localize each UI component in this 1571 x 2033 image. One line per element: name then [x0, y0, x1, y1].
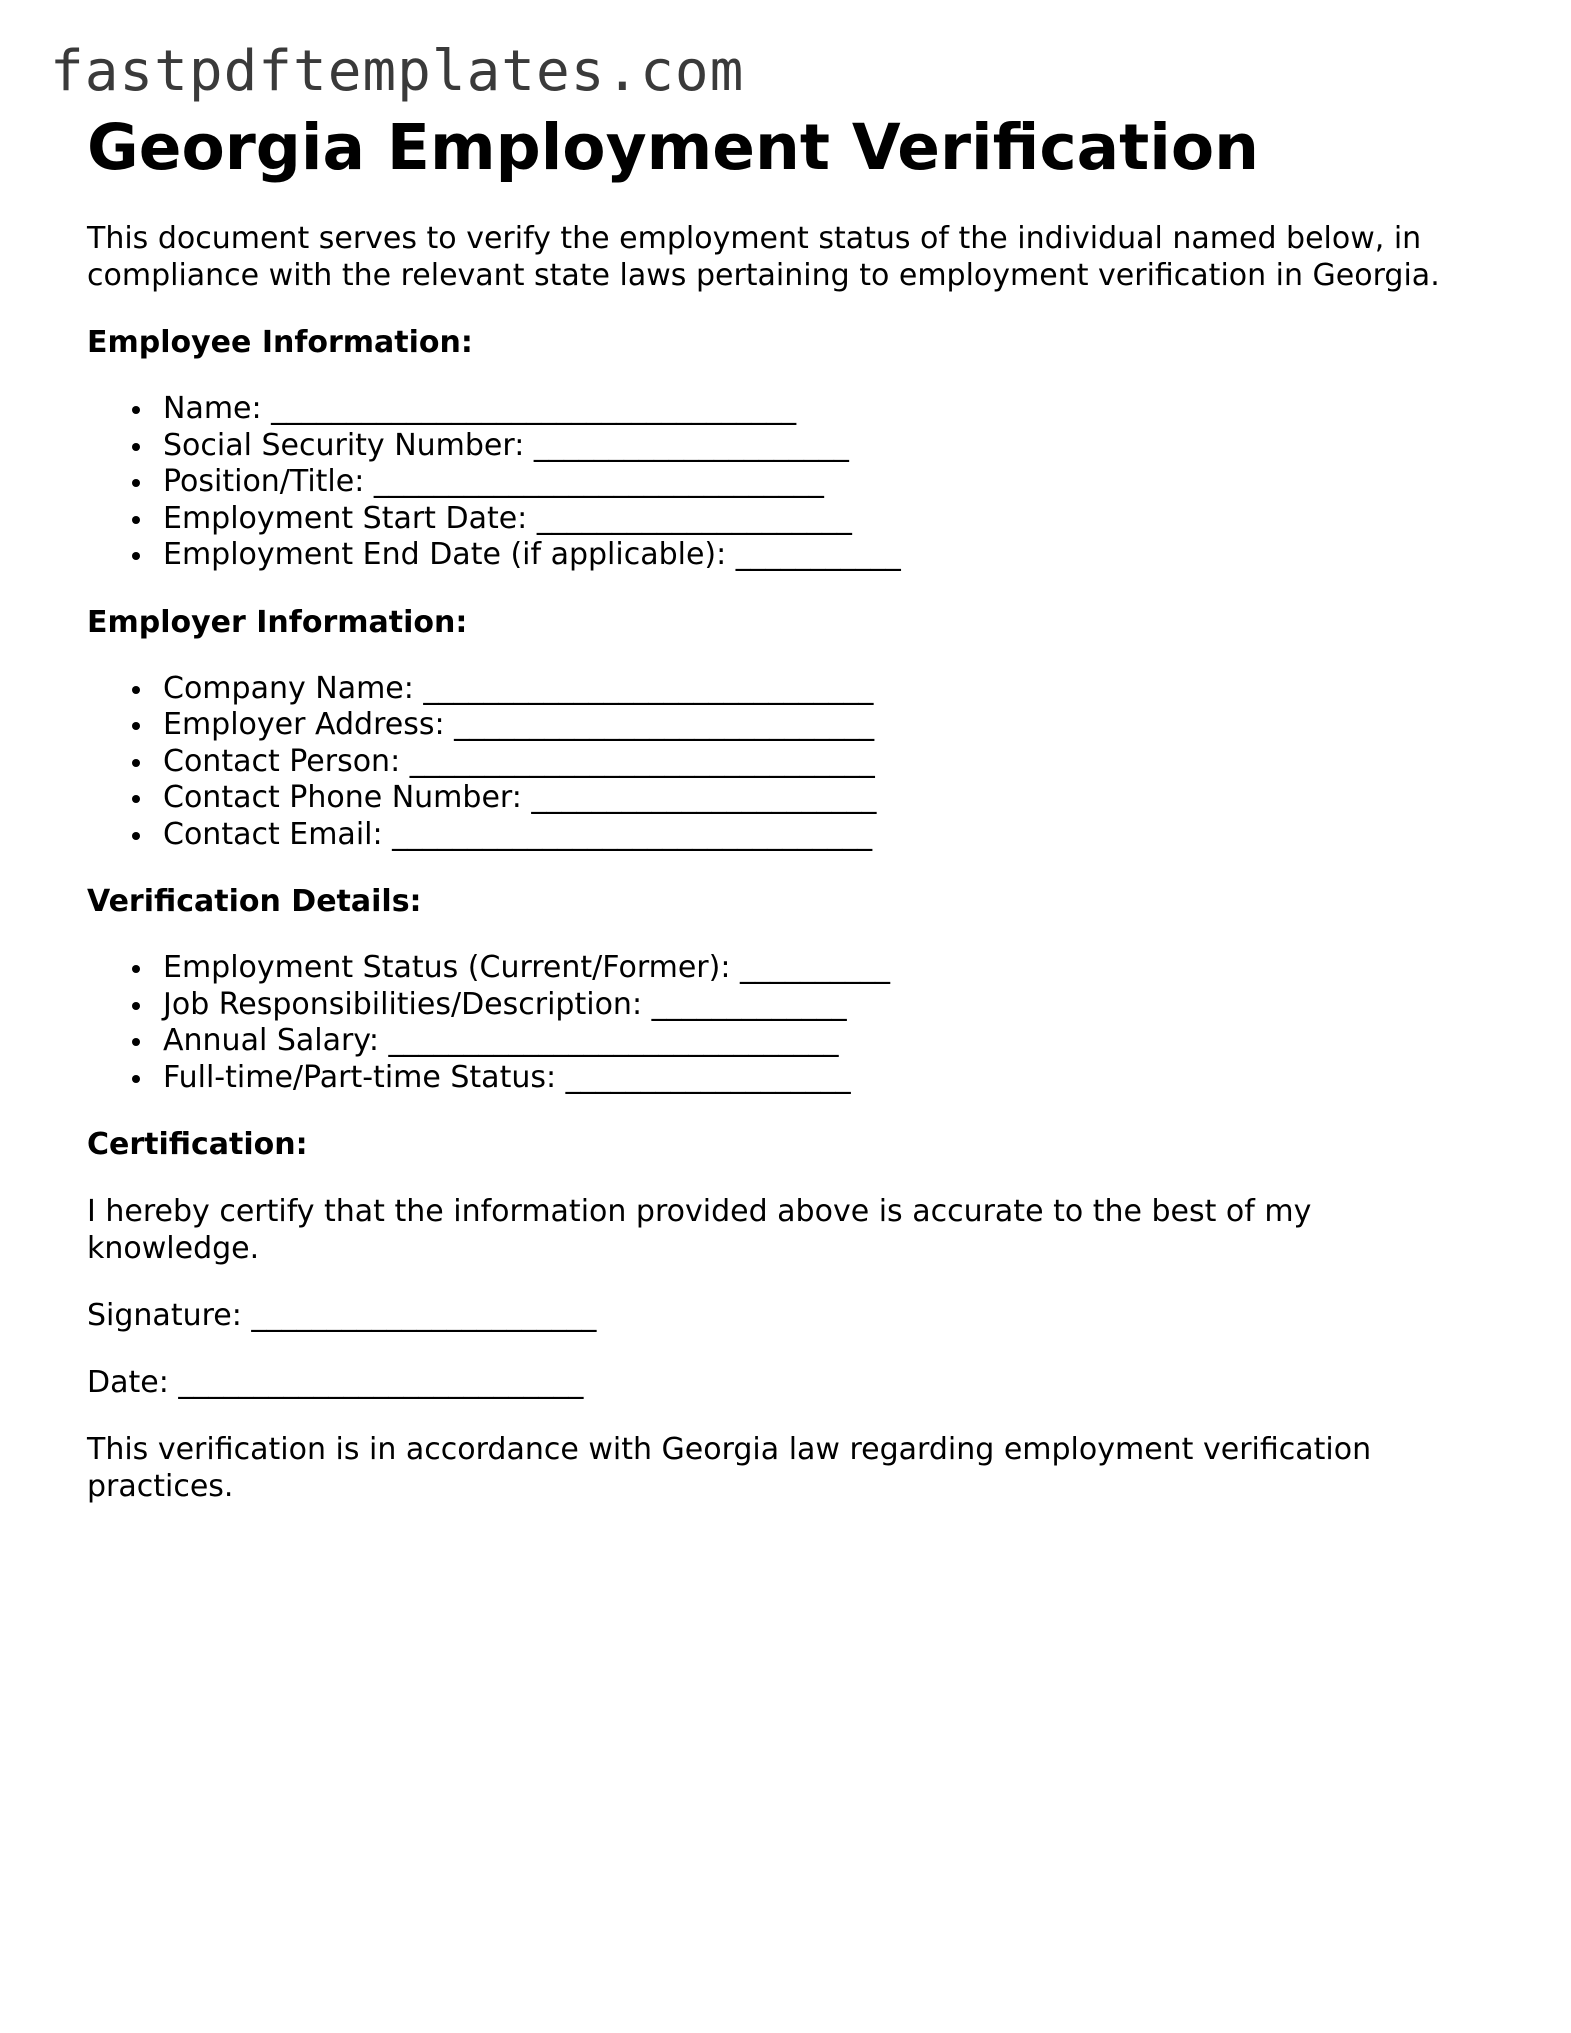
footer-note: This verification is in accordance with Georgia law regarding employment verification practices.	[87, 1432, 1372, 1504]
date-field: Date: ___________________________	[87, 1365, 584, 1400]
contact-email-field: Contact Email: ________________________________	[163, 817, 1487, 854]
employment-start-date-field: Employment Start Date: _____________________	[163, 501, 1487, 538]
verification-details-list	[87, 950, 1487, 1096]
document-page	[87, 108, 1487, 1505]
company-name-field: Company Name: ______________________________	[163, 671, 1487, 708]
intro-paragraph: This document serves to verify the employment status of the individual named below, in compliance with the relevant state laws pertaining to employment verification in Georgia.	[87, 221, 1440, 293]
employee-information-list	[87, 391, 1487, 574]
social-security-number-field: Social Security Number: _____________________	[163, 428, 1487, 465]
site-watermark: fastpdftemplates.com	[50, 39, 745, 104]
employment-status-field: Employment Status (Current/Former): __________	[163, 950, 1487, 987]
employment-type-field: Full-time/Part-time Status: ___________________	[163, 1060, 1487, 1097]
annual-salary-field: Annual Salary: ______________________________	[163, 1023, 1487, 1060]
employee-information-heading: Employee Information:	[87, 325, 473, 360]
contact-phone-number-field: Contact Phone Number: _______________________	[163, 780, 1487, 817]
employment-end-date-field: Employment End Date (if applicable): ___________	[163, 537, 1487, 574]
signature-field: Signature: _______________________	[87, 1298, 597, 1333]
contact-person-field: Contact Person: _______________________________	[163, 744, 1487, 781]
employer-information-heading: Employer Information:	[87, 604, 468, 640]
certification-statement: I hereby certify that the information provided above is accurate to the best of my knowledge.	[87, 1194, 1312, 1266]
employee-name-field: Name: ___________________________________	[163, 391, 1487, 428]
job-responsibilities-field: Job Responsibilities/Description: _____________	[163, 987, 1487, 1024]
verification-details-heading: Verification Details:	[87, 884, 422, 919]
document-title: Georgia Employment Verification	[87, 111, 1260, 184]
employer-information-list	[87, 671, 1487, 854]
position-title-field: Position/Title: ______________________________	[163, 464, 1487, 501]
certification-heading: Certification:	[87, 1127, 308, 1162]
employer-address-field: Employer Address: ____________________________	[163, 707, 1487, 744]
